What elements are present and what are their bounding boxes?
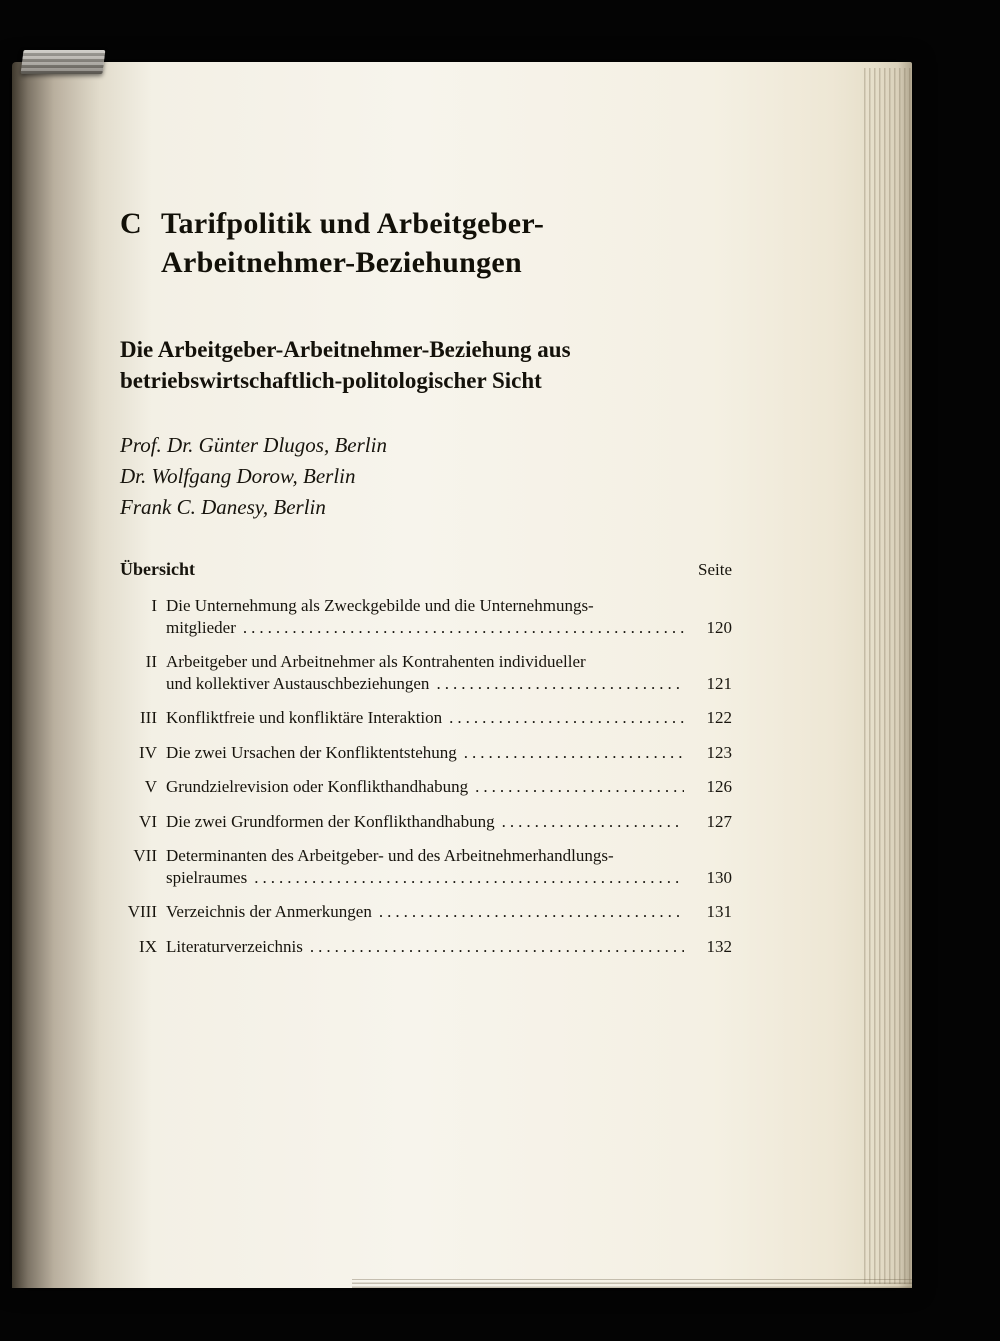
toc-entry — [120, 811, 732, 833]
dot-leader — [475, 776, 684, 798]
dot-leader — [310, 936, 684, 958]
page-content — [120, 62, 732, 970]
subtitle-line2: betriebswirtschaftlich-politologischer Sicht — [120, 368, 542, 393]
toc-entry — [120, 742, 732, 764]
toc-page-column-label: Seite — [698, 560, 732, 579]
corner-tab — [21, 50, 106, 74]
toc-entry-text: Literaturverzeichnis — [166, 936, 303, 956]
toc-entry-text: spielraumes — [166, 867, 248, 887]
toc-entry — [120, 901, 732, 923]
dot-leader — [436, 673, 684, 695]
toc-entry-number: VI — [139, 811, 157, 831]
toc-entry-number: II — [145, 652, 157, 671]
toc-entry-page: 121 — [706, 673, 732, 693]
dot-leader — [449, 707, 684, 729]
dot-leader — [254, 867, 684, 889]
toc-entry-text: mitglieder — [166, 617, 236, 637]
dot-leader — [243, 617, 684, 639]
chapter-title-line2: Arbeitnehmer-Beziehungen — [161, 246, 523, 279]
author-line: Frank C. Danesy, Berlin — [120, 495, 326, 519]
toc-entry — [120, 845, 732, 888]
toc-entry — [120, 936, 732, 958]
toc-entry — [120, 776, 732, 798]
toc-entry-number: IX — [139, 936, 157, 956]
dot-leader — [502, 811, 684, 833]
chapter-title — [161, 204, 544, 282]
toc-entry-text: Verzeichnis der Anmerkungen — [166, 902, 372, 921]
toc-entry-page: 132 — [706, 936, 732, 956]
toc-entry-text: und kollektiver Austauschbeziehungen — [166, 673, 430, 693]
toc-entry-number: I — [151, 596, 157, 615]
page-edge-stack-bottom — [352, 1279, 912, 1288]
chapter-title-line1: Tarifpolitik und Arbeitgeber- — [161, 207, 545, 240]
toc-header — [120, 559, 732, 580]
table-of-contents — [120, 595, 732, 957]
toc-entry-text: Grundzielrevision oder Konflikthandhabung — [166, 777, 469, 796]
author-line: Dr. Wolfgang Dorow, Berlin — [120, 464, 356, 488]
dot-leader — [464, 742, 684, 764]
toc-entry-page: 127 — [706, 811, 732, 831]
toc-entry-number: III — [140, 708, 157, 727]
toc-entry — [120, 595, 732, 638]
subtitle-line1: Die Arbeitgeber-Arbeitnehmer-Beziehung aus — [120, 337, 571, 362]
toc-entry — [120, 707, 732, 729]
chapter-heading — [120, 204, 732, 282]
toc-entry-page: 130 — [706, 867, 732, 887]
toc-entry-text: Die Unternehmung als Zweckgebilde und die Unternehmungs- — [166, 596, 594, 615]
article-subtitle — [120, 334, 732, 396]
toc-entry-page: 120 — [706, 617, 732, 637]
toc-entry-number: IV — [139, 742, 157, 762]
chapter-letter: C — [120, 207, 142, 240]
author-line: Prof. Dr. Günter Dlugos, Berlin — [120, 433, 387, 457]
book-page — [12, 62, 912, 1288]
toc-entry-number: VII — [133, 846, 157, 865]
author-list — [120, 430, 732, 523]
toc-header-title: Übersicht — [120, 559, 195, 579]
toc-entry-page: 122 — [706, 708, 732, 727]
toc-entry — [120, 651, 732, 694]
toc-entry-text: Die zwei Grundformen der Konflikthandhabung — [166, 811, 495, 831]
toc-entry-text: Die zwei Ursachen der Konfliktentstehung — [166, 742, 457, 762]
toc-entry-page: 131 — [706, 902, 732, 921]
toc-entry-number: VIII — [127, 902, 157, 921]
toc-entry-text: Determinanten des Arbeitgeber- und des Arbeitnehmerhandlungs- — [166, 846, 614, 865]
toc-entry-page: 126 — [706, 777, 732, 796]
toc-entry-number: V — [144, 777, 157, 796]
toc-entry-text: Arbeitgeber und Arbeitnehmer als Kontrahenten individueller — [166, 652, 586, 671]
toc-entry-page: 123 — [706, 742, 732, 762]
page-edge-stack-right — [864, 68, 912, 1284]
toc-entry-text: Konfliktfreie und konfliktäre Interaktion — [166, 708, 443, 727]
dot-leader — [379, 901, 684, 923]
